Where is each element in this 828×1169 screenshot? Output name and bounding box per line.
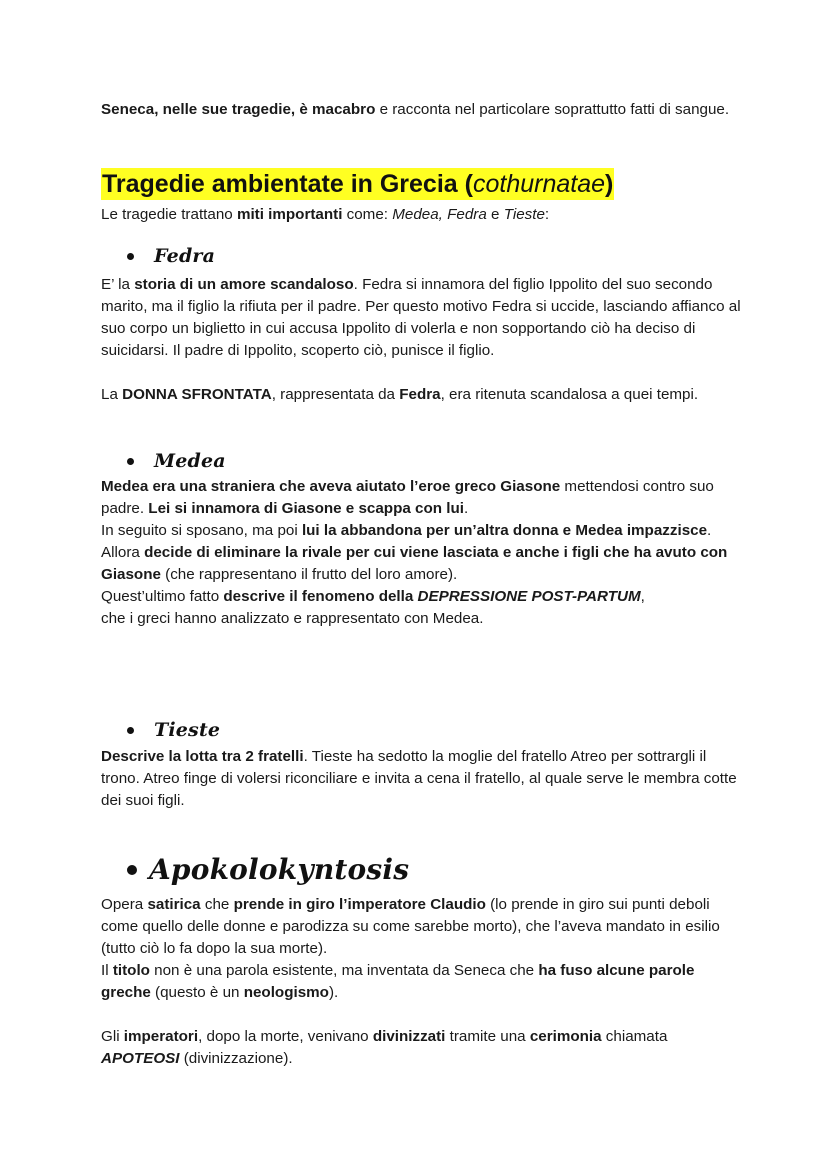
apoko-bold: ha fuso alcune parole greche	[101, 962, 695, 1001]
lead-text: come:	[342, 206, 393, 223]
fedra-text: La	[101, 386, 123, 403]
intro-paragraph	[101, 99, 741, 121]
apokolokyntosis-paragraph	[101, 894, 741, 960]
medea-text: Quest’ultimo fatto	[101, 588, 224, 605]
apoko-text: tramite una	[445, 1028, 530, 1045]
fedra-bold: Fedra	[399, 386, 441, 403]
bullet-tieste	[127, 719, 220, 741]
bullet-dot-icon	[127, 458, 134, 465]
heading-main: Tragedie ambientate in Grecia (	[102, 170, 473, 198]
medea-text: mettendosi contro suo padre.	[101, 478, 714, 517]
bullet-dot-icon	[127, 865, 137, 875]
medea-paragraph	[101, 476, 741, 520]
apoko-bold: imperatori	[123, 1028, 199, 1045]
medea-bold: descrive il fenomeno della	[223, 588, 418, 605]
intro-bold: Seneca, nelle sue tragedie, è macabro	[101, 101, 376, 118]
apokolokyntosis-title: Apokolokyntosis	[149, 853, 410, 886]
medea-bold: decide di eliminare la rivale per cui viene lasciata e anche i figli che ha avuto con Giasone	[101, 544, 728, 583]
medea-bold-italic: DEPRESSIONE POST-PARTUM	[417, 588, 641, 605]
section-heading	[101, 168, 741, 200]
lead-paragraph	[101, 204, 741, 226]
medea-text: che i greci hanno analizzato e rappresentato con Medea.	[101, 610, 484, 627]
intro-text: e racconta nel particolare soprattutto fatti di sangue.	[375, 101, 730, 118]
apokolokyntosis-paragraph-3	[101, 1026, 741, 1070]
bullet-apokolokyntosis	[127, 853, 409, 886]
apoko-text: , dopo la morte, venivano	[198, 1028, 373, 1045]
apoko-bold: titolo	[112, 962, 150, 979]
apoko-text: (divinizzazione).	[179, 1050, 293, 1067]
tieste-bold: Descrive la lotta tra 2 fratelli	[101, 748, 304, 765]
bullet-dot-icon	[127, 727, 134, 734]
bullet-fedra	[127, 245, 215, 267]
apoko-text: Gli	[101, 1028, 124, 1045]
apoko-text: che	[200, 896, 234, 913]
medea-text: (che rappresentano il frutto del loro amore).	[160, 566, 458, 583]
bullet-medea	[127, 450, 226, 472]
heading-italic: cothurnatae	[472, 170, 606, 198]
fedra-bold: storia di un amore scandaloso	[134, 276, 354, 293]
apoko-text: chiamata	[601, 1028, 668, 1045]
fedra-text: E’ la	[101, 276, 135, 293]
apoko-text: (lo prende in giro sui punti deboli come quello delle donne e parodizza su come sarebbe morto), che l’aveva mandato in esilio (tutto ciò lo fa dopo la sua morte).	[101, 896, 720, 957]
medea-paragraph-3	[101, 586, 741, 630]
medea-text: . Allora	[101, 522, 712, 561]
apokolokyntosis-paragraph-2	[101, 960, 741, 1004]
medea-bold: Medea era una straniera che aveva aiutato l’eroe greco Giasone	[101, 478, 561, 495]
apoko-bold: neologismo	[243, 984, 329, 1001]
fedra-paragraph-2	[101, 384, 741, 406]
fedra-bold: DONNA SFRONTATA	[122, 386, 272, 403]
apoko-text: non è una parola esistente, ma inventata da Seneca che	[149, 962, 539, 979]
lead-text: Le tragedie trattano	[101, 206, 237, 223]
fedra-text: . Fedra si innamora del figlio Ippolito del suo secondo marito, ma il figlio la rifiuta per il padre. Per questo motivo Fedra si uccide, lasciando affianco al suo corpo un biglietto in cui accusa Ippolito di volerla e non sopportando ciò ha deciso di suicidarsi. Il padre di Ippolito, scoperto ciò, punisce il figlio.	[101, 276, 741, 359]
lead-text: :	[544, 206, 550, 223]
lead-text: e	[486, 206, 504, 223]
tieste-text: . Tieste ha sedotto la moglie del fratello Atreo per sottrargli il trono. Atreo finge di volersi riconciliare e invita a cena il fratello, al quale serve le membra cotte dei suoi figli.	[101, 748, 737, 809]
bullet-dot-icon	[127, 253, 134, 260]
fedra-text: , rappresentata da	[271, 386, 400, 403]
fedra-title: Fedra	[154, 245, 216, 267]
lead-italic: Medea, Fedra	[392, 206, 487, 223]
heading-close: )	[605, 170, 614, 198]
apoko-text: ).	[328, 984, 339, 1001]
medea-paragraph-2	[101, 520, 741, 586]
apoko-bold: divinizzati	[372, 1028, 446, 1045]
lead-bold: miti importanti	[236, 206, 343, 223]
lead-italic: Tieste	[503, 206, 545, 223]
apoko-bold: prende in giro l’imperatore Claudio	[233, 896, 486, 913]
tieste-paragraph	[101, 746, 741, 812]
tieste-title: Tieste	[154, 719, 221, 741]
highlighted-heading	[101, 168, 614, 200]
fedra-text: , era ritenuta scandalosa a quei tempi.	[440, 386, 699, 403]
apoko-bold: satirica	[147, 896, 201, 913]
medea-text: In seguito si sposano, ma poi	[101, 522, 302, 539]
apoko-text: Il	[101, 962, 113, 979]
apoko-bold-italic: APOTEOSI	[101, 1050, 180, 1067]
fedra-paragraph	[101, 274, 741, 362]
medea-text: ,	[640, 588, 645, 605]
medea-text: .	[463, 500, 469, 517]
apoko-bold: cerimonia	[529, 1028, 602, 1045]
apoko-text: (questo è un	[150, 984, 244, 1001]
medea-bold: Lei si innamora di Giasone e scappa con lui	[148, 500, 464, 517]
medea-title: Medea	[154, 450, 226, 472]
apoko-text: Opera	[101, 896, 148, 913]
medea-bold: lui la abbandona per un’altra donna e Medea impazzisce	[301, 522, 708, 539]
